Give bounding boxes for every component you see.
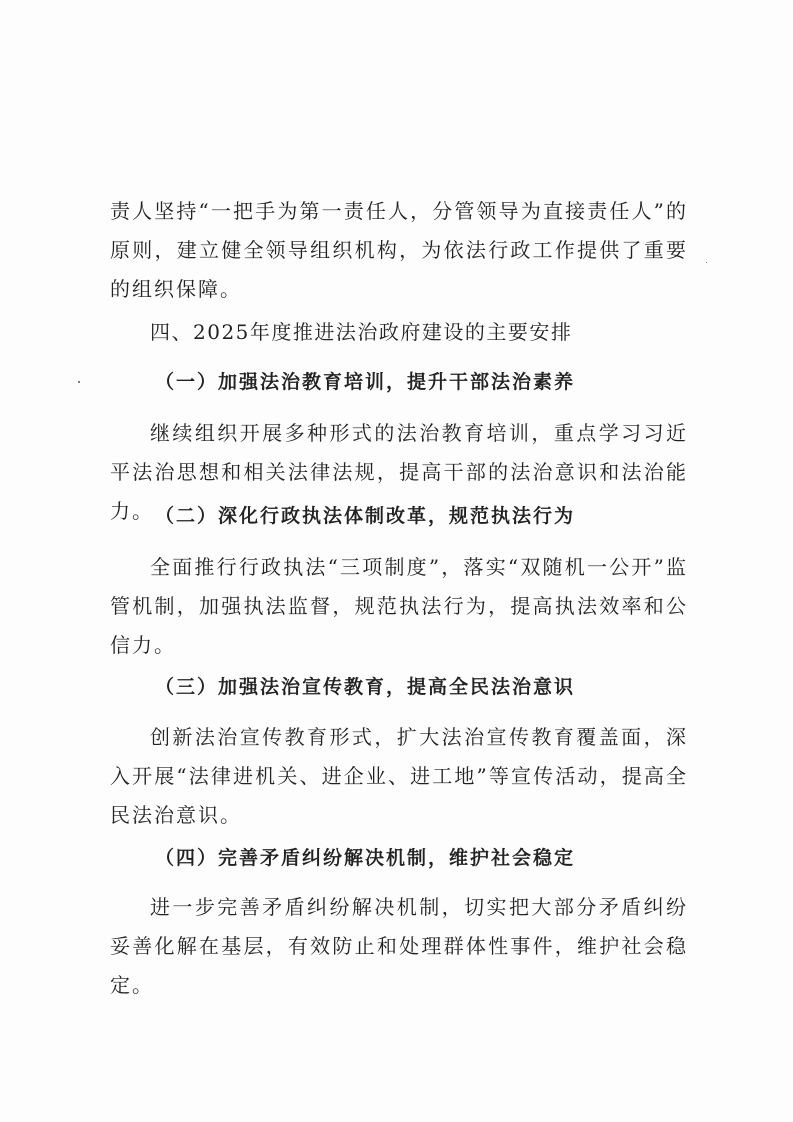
section-heading: 四、2025年度推进法治政府建设的主要安排: [150, 320, 573, 344]
subsection-title-2: （二）深化行政执法体制改革，规范执法行为: [155, 505, 576, 527]
subsection-body-4: 进一步完善矛盾纠纷解决机制，切实把大部分矛盾纠纷妥善化解在基层，有效防止和处理群体性事件，维护社会稳定。: [110, 895, 688, 997]
subsection-title-1: （一）加强法治教育培训，提升干部法治素养: [155, 371, 576, 393]
intro-paragraph: 责人坚持“一把手为第一责任人，分管领导为直接责任人”的原则，建立健全领导组织机构，为依法行政工作提供了重要的组织保障。: [110, 199, 688, 301]
subsection-body-1: 继续组织开展多种形式的法治教育培训，重点学习习近平法治思想和相关法律法规，提高干部的法治意识和法治能力。: [110, 421, 688, 523]
subsection-title-4: （四）完善矛盾纠纷解决机制，维护社会稳定: [155, 847, 576, 869]
subsection-body-3: 创新法治宣传教育形式，扩大法治宣传教育覆盖面，深入开展“法律进机关、进企业、进工地”等宣传活动，提高全民法治意识。: [110, 725, 688, 827]
scan-speck: [706, 262, 707, 263]
subsection-title-3: （三）加强法治宣传教育，提高全民法治意识: [155, 676, 576, 698]
scan-speck: [78, 381, 80, 383]
subsection-body-2: 全面推行行政执法“三项制度”，落实“双随机一公开”监管机制，加强执法监督，规范执法行为，提高执法效率和公信力。: [110, 555, 688, 657]
